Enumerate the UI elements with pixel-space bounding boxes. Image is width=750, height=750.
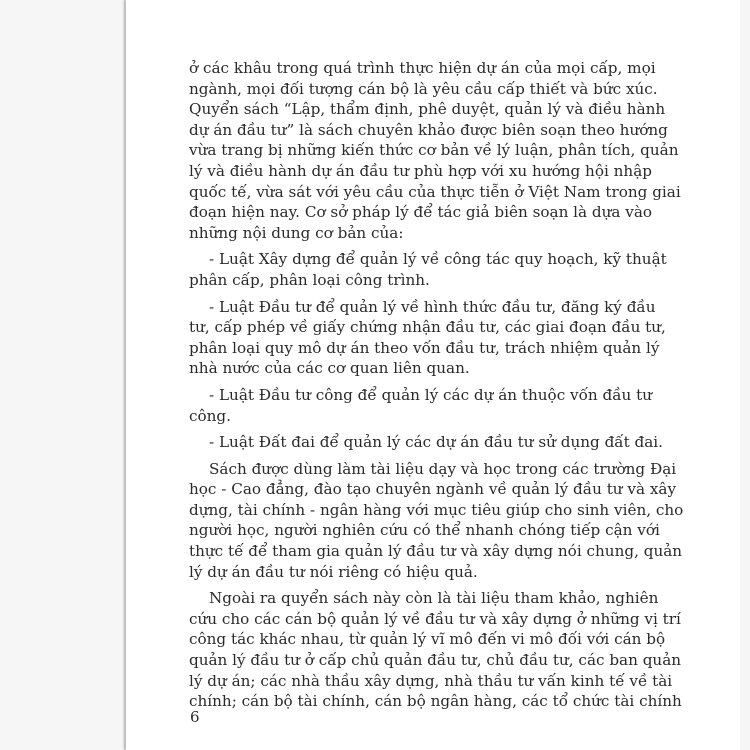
text-line: - Luật Đầu tư công để quản lý các dự án thuộc vốn đầu tư bbox=[209, 385, 653, 404]
text-line: - Luật Đất đai để quản lý các dự án đầu tư sử dụng đất đai. bbox=[209, 433, 663, 452]
text-line: quốc tế, vừa sát với yêu cầu của thực tiễn ở Việt Nam trong giai bbox=[189, 182, 681, 201]
paragraph bbox=[189, 249, 667, 290]
text-line: những nội dung cơ bản của: bbox=[189, 223, 404, 242]
text-line: nhà nước của các cơ quan liên quan. bbox=[189, 359, 470, 378]
page-number: 6 bbox=[190, 708, 200, 726]
text-line: tư, cấp phép về giấy chứng nhận đầu tư, các giai đoạn đầu tư, bbox=[189, 318, 666, 337]
paragraph bbox=[189, 385, 653, 426]
text-line: công. bbox=[189, 406, 231, 425]
text-line: dựng, tài chính - ngân hàng với mục tiêu giúp cho sinh viên, cho bbox=[189, 500, 684, 519]
text-line: lý và điều hành dự án đầu tư phù hợp với xu hướng hội nhập bbox=[189, 161, 652, 180]
body-text bbox=[189, 58, 684, 718]
text-line: dự án đầu tư” là sách chuyên khảo được biên soạn theo hướng bbox=[189, 120, 668, 139]
text-line: Sách được dùng làm tài liệu dạy và học trong các trường Đại bbox=[209, 459, 677, 478]
text-line: chính; cán bộ tài chính, cán bộ ngân hàng, các tổ chức tài chính bbox=[189, 692, 682, 711]
text-line: cứu cho các cán bộ quản lý về đầu tư và xây dựng ở những vị trí bbox=[189, 609, 681, 628]
text-line: ngành, mọi đối tượng cán bộ là yêu cầu cấp thiết và bức xúc. bbox=[189, 79, 658, 98]
paragraph bbox=[189, 432, 663, 453]
paragraph bbox=[189, 297, 666, 379]
text-line: phân cấp, phân loại công trình. bbox=[189, 270, 430, 289]
paragraph bbox=[189, 58, 681, 243]
text-line: người học, người nghiên cứu có thể nhanh chóng tiếp cận với bbox=[189, 521, 660, 540]
text-line: thực tế để tham gia quản lý đầu tư và xây dựng nói chung, quản bbox=[189, 542, 683, 561]
text-line: công tác khác nhau, từ quản lý vĩ mô đến vi mô đối với cán bộ bbox=[189, 630, 666, 649]
text-line: - Luật Xây dựng để quản lý về công tác quy hoạch, kỹ thuật bbox=[209, 250, 667, 269]
paragraph bbox=[189, 459, 684, 583]
text-line: vừa trang bị những kiến thức cơ bản về lý luận, phân tích, quản bbox=[189, 141, 679, 160]
text-line: đoạn hiện nay. Cơ sở pháp lý để tác giả biên soạn là dựa vào bbox=[189, 203, 653, 222]
text-line: Ngoài ra quyển sách này còn là tài liệu tham khảo, nghiên bbox=[209, 589, 659, 608]
text-line: lý dự án; các nhà thầu xây dựng, nhà thầu tư vấn kinh tế về tài bbox=[189, 671, 673, 690]
text-line: học - Cao đẳng, đào tạo chuyên ngành về quản lý đầu tư và xây bbox=[189, 480, 677, 499]
text-line: ở các khâu trong quá trình thực hiện dự án của mọi cấp, mọi bbox=[189, 59, 656, 77]
text-line: Quyển sách “Lập, thẩm định, phê duyệt, quản lý và điều hành bbox=[189, 100, 666, 119]
text-line: quản lý đầu tư ở cấp chủ quản đầu tư, chủ đầu tư, các ban quản bbox=[189, 651, 682, 670]
paragraph bbox=[189, 588, 682, 712]
text-line: - Luật Đầu tư để quản lý về hình thức đầu tư, đăng ký đầu bbox=[209, 297, 656, 316]
text-line: lý dự án đầu tư nói riêng có hiệu quả. bbox=[189, 562, 478, 581]
text-line: phân loại quy mô dự án theo vốn đầu tư, trách nhiệm quản lý bbox=[189, 338, 660, 357]
